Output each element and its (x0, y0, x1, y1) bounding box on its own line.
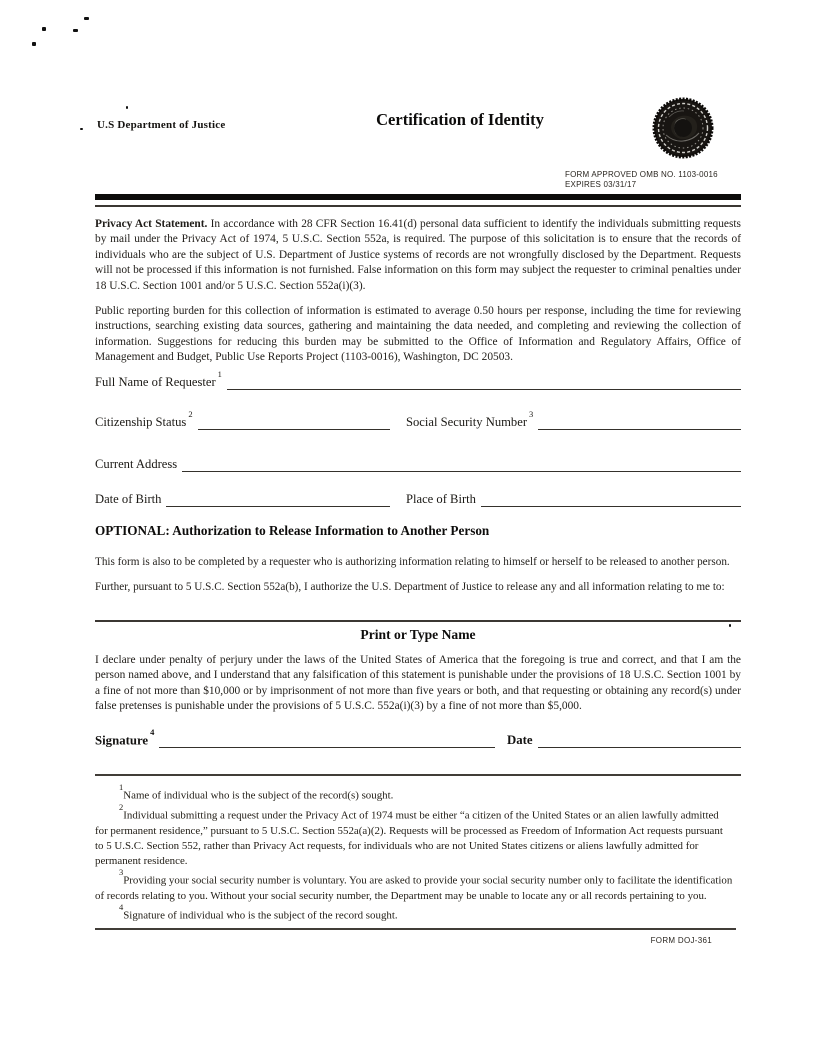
omb-approval-block (565, 170, 718, 190)
optional-paragraph-1: This form is also to be completed by a requester who is authorizing information relating to himself or herself to be released to another person. (95, 556, 730, 568)
citizenship-status-input-line[interactable] (198, 414, 390, 430)
scan-speck (84, 17, 89, 20)
print-or-type-name-label: Print or Type Name (360, 627, 476, 642)
doj-seal-icon (652, 97, 714, 159)
scan-speck (80, 128, 83, 130)
current-address-row (95, 451, 741, 472)
bottom-divider (95, 928, 736, 930)
signature-segment (95, 726, 495, 748)
privacy-act-statement (95, 217, 741, 294)
full-name-input-line[interactable] (227, 374, 741, 390)
date-input-line[interactable] (538, 732, 741, 748)
current-address-label: Current Address (95, 457, 178, 471)
place-of-birth-label: Place of Birth (406, 492, 476, 506)
optional-paragraph-2: Further, pursuant to 5 U.S.C. Section 552a(b), I authorize the U.S. Department of Justice to release any and all information relating to me to: (95, 581, 725, 593)
divider-bar-thin (95, 205, 741, 207)
footnote-ref-3: 3 (529, 408, 534, 419)
reporting-burden-paragraph: Public reporting burden for this collection of information is estimated to average 0.50 hours per response, including the time for reviewing instructions, searching existing data sources, gathering and maintaining the data needed, and completing and reviewing the collection of information. Suggestions for reducing this burden may be submitted to the Office of Information and Regulatory Affairs, Office of Management and Budget, Public Use Reports Project (1103-0016), Washington, DC 20503. (95, 305, 741, 364)
full-name-label: Full Name of Requester$^1$ (95, 368, 222, 389)
citizenship-ssn-row (95, 409, 741, 430)
footnotes-block (95, 784, 733, 924)
omb-number: FORM APPROVED OMB NO. 1103-0016 (565, 170, 718, 179)
scan-speck (126, 106, 128, 109)
footnote-ref-2: 2 (188, 408, 193, 419)
form-number: FORM DOJ-361 (650, 936, 712, 945)
scan-speck (42, 27, 46, 31)
ssn-input-line[interactable] (538, 414, 741, 430)
signature-label: Signature$^4$ (95, 726, 155, 747)
date-of-birth-label: Date of Birth (95, 492, 162, 506)
footnote-4: $^4$Signature of individual who is the subject of the record sought. (119, 902, 398, 922)
scan-speck (32, 42, 36, 46)
date-of-birth-segment (95, 491, 390, 507)
print-name-input-line[interactable] (95, 620, 741, 622)
form-title: Certification of Identity (376, 110, 544, 129)
optional-section-heading: OPTIONAL: Authorization to Release Information to Another Person (95, 523, 490, 538)
divider-bar-thick (95, 194, 741, 200)
footnote-divider (95, 774, 741, 776)
signature-input-line[interactable] (159, 732, 495, 748)
privacy-act-body: In accordance with 28 CFR Section 16.41(d) personal data sufficient to identify the individuals submitting requests by mail under the Privacy Act of 1974, 5 U.S.C. Section 552a, is required. The purpose of this solicitation is to ensure that the records of individuals who are the subject of U.S. Department of Justice systems of records are not wrongfully disclosed by the Department. Requests will not be processed if this information is not furnished. False information on this form may subject the requester to criminal penalties under 18 U.S.C. Section 1001 and/or 5 U.S.C. Section 552a(i)(3). (95, 218, 741, 292)
date-of-birth-input-line[interactable] (166, 491, 390, 507)
perjury-declaration: I declare under penalty of perjury under the laws of the United States of America that the foregoing is true and correct, and that I am the person named above, and I understand that any falsification of this statement is punishable under the provisions of 18 U.S.C. Section 1001 by a fine of not more than $10,000 or by imprisonment of not more than five years or both, and that requesting or obtaining any record(s) under false pretenses is punishable under the provisions of 5 U.S.C. 552a(i)(3) by a fine of not more than $5,000. (95, 654, 741, 713)
omb-expires: EXPIRES 03/31/17 (565, 180, 637, 189)
footnote-ref-1: 1 (217, 368, 222, 379)
footnote-2: $^2$Individual submitting a request under the Privacy Act of 1974 must be either “a citizen of the United States or an alien lawfully admitted for permanent residence,” pursuant to 5 U.S.C. Section 552a(a)(2). Requests will be processed as Freedom of Information Act requests pursuant to 5 U.S.C. Section 552, rather than Privacy Act requests, for individuals who are not United States citizens or aliens lawfully admitted for permanent residence. (95, 801, 723, 868)
citizenship-segment (95, 408, 390, 430)
date-label: Date (507, 733, 533, 747)
ssn-label: Social Security Number$^3$ (406, 408, 534, 429)
citizenship-status-label: Citizenship Status$^2$ (95, 408, 193, 429)
scan-speck (73, 29, 78, 32)
footnote-1: $^1$Name of individual who is the subject of the record(s) sought. (119, 782, 394, 802)
agency-name: U.S Department of Justice (97, 119, 226, 131)
place-of-birth-input-line[interactable] (481, 491, 741, 507)
privacy-act-lead: Privacy Act Statement. (95, 218, 208, 230)
footnote-ref-4: 4 (150, 726, 155, 737)
footnote-3: $^3$Providing your social security number is voluntary. You are asked to provide your social security number only to facilitate the identification of records relating to you. Without your social security number, the Department may be unable to locate any or all records pertaining to you. (95, 867, 733, 903)
birth-row (95, 486, 741, 507)
current-address-input-line[interactable] (182, 456, 741, 472)
full-name-row (95, 369, 741, 390)
signature-date-row (95, 726, 741, 748)
